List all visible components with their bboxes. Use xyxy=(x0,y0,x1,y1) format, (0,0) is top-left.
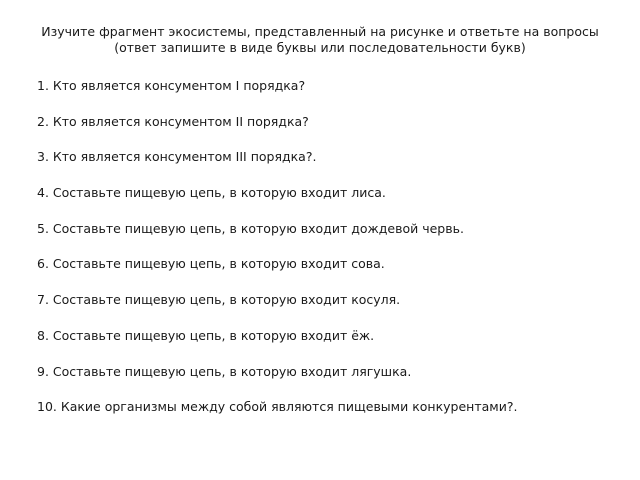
question-9: 9. Составьте пищевую цепь, в которую входит лягушка. xyxy=(37,363,412,379)
question-1: 1. Кто является консументом I порядка? xyxy=(37,78,306,93)
question-5: 5. Составьте пищевую цепь, в которую входит дождевой червь. xyxy=(37,220,464,236)
question-8: 8. Составьте пищевую цепь, в которую входит ёж. xyxy=(37,327,375,343)
instructions xyxy=(20,24,620,56)
question-list xyxy=(37,78,517,435)
question-2: 2. Кто является консументом II порядка? xyxy=(37,113,309,129)
question-7: 7. Составьте пищевую цепь, в которую входит косуля. xyxy=(37,292,401,308)
instructions-line-1: Изучите фрагмент экосистемы, представленный на рисунке и ответьте на вопросы xyxy=(41,24,599,39)
instructions-line-2: (ответ запишите в виде буквы или последовательности букв) xyxy=(114,40,526,55)
question-3: 3. Кто является консументом III порядка?. xyxy=(37,149,317,165)
question-6: 6. Составьте пищевую цепь, в которую входит сова. xyxy=(37,256,385,272)
question-10: 10. Какие организмы между собой являются пищевыми конкурентами?. xyxy=(37,399,518,415)
question-4: 4. Составьте пищевую цепь, в которую входит лиса. xyxy=(37,185,386,201)
